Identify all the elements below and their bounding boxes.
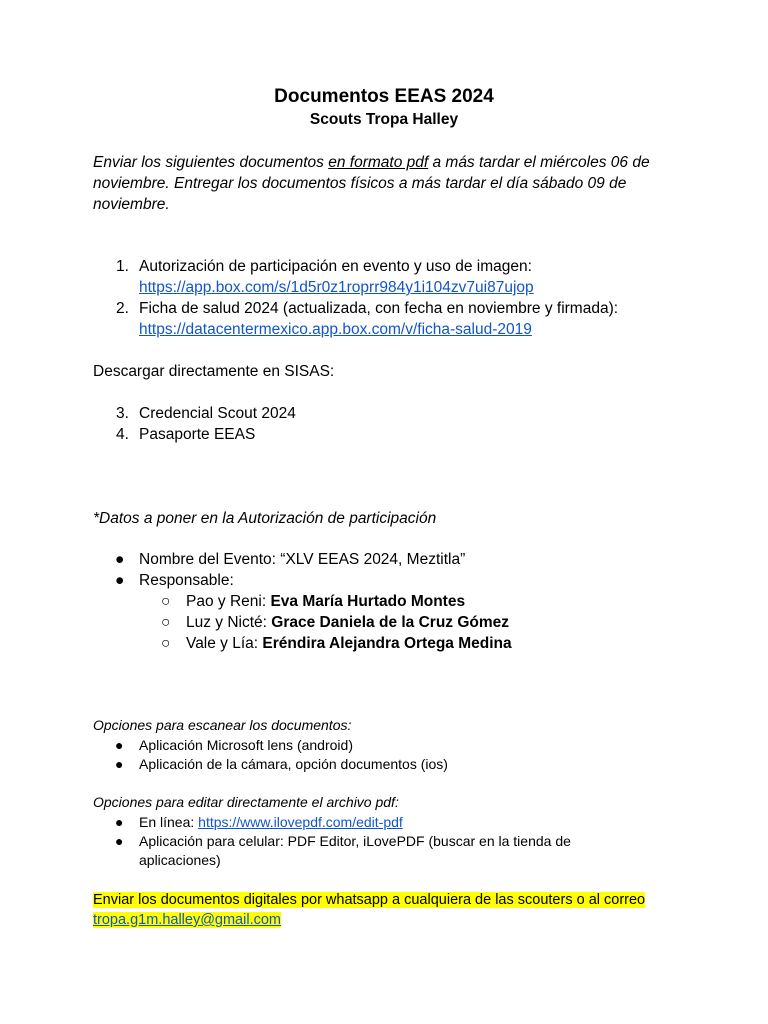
- list-item: [0, 256, 768, 298]
- responsible-name: Eréndira Alejandra Ortega Medina: [262, 635, 512, 652]
- event-label: Nombre del Evento:: [139, 551, 281, 568]
- intro-underlined: en formato pdf: [328, 154, 429, 171]
- list-item-text: Aplicación Microsoft lens (android): [139, 737, 353, 753]
- bullet-icon: ●: [115, 572, 125, 589]
- list-item-text: Ficha de salud 2024 (actualizada, con fecha en noviembre y firmada):: [139, 300, 619, 317]
- document-subtitle: Scouts Tropa Halley: [309, 111, 459, 128]
- responsible-label: Responsable:: [139, 572, 234, 589]
- scan-options-list: [0, 736, 768, 774]
- group-label: Luz y Nicté:: [186, 614, 272, 631]
- authorization-link[interactable]: https://app.box.com/s/1d5r0z1roprr984y1i104zv7ui87ujop: [139, 279, 534, 296]
- list-item-text: Aplicación para celular: PDF Editor, iLovePDF (buscar en la tienda de aplicaciones): [139, 833, 571, 868]
- bullet-icon: ●: [115, 551, 125, 568]
- list-number: 4.: [116, 426, 129, 443]
- intro-paragraph: [93, 152, 683, 215]
- list-item-text: Pasaporte EEAS: [139, 426, 256, 443]
- event-value: “XLV EEAS 2024, Meztitla”: [280, 551, 466, 568]
- sub-list-item: [0, 591, 768, 612]
- list-item-text: Aplicación de la cámara, opción documentos (ios): [139, 756, 448, 772]
- list-item: [0, 832, 639, 870]
- authorization-data-heading: *Datos a poner en la Autorización de participación: [93, 510, 437, 527]
- responsible-name: Grace Daniela de la Cruz Gómez: [271, 614, 510, 631]
- list-number: 1.: [116, 258, 129, 275]
- list-item: [0, 570, 768, 591]
- edit-options-list: [0, 813, 768, 870]
- list-item: [0, 298, 768, 340]
- list-number: 3.: [116, 405, 129, 422]
- list-item: [0, 549, 768, 570]
- intro-text-2: a más tardar el miércoles 06 de noviembre. Entregar los documentos físicos a más tardar el día sábado 09 de noviembre.: [93, 154, 650, 213]
- sisas-list: [0, 403, 768, 445]
- health-form-link[interactable]: https://datacentermexico.app.box.com/v/ficha-salud-2019: [139, 321, 532, 338]
- list-item: [0, 755, 639, 774]
- list-item: [0, 813, 639, 832]
- bullet-icon: ●: [115, 737, 124, 753]
- bullet-icon: ●: [115, 833, 124, 849]
- documents-list: [0, 256, 768, 340]
- circle-bullet-icon: ○: [161, 593, 171, 610]
- send-instructions-text: Enviar los documentos digitales por whatsapp a cualquiera de las scouters o al correo: [93, 892, 646, 908]
- sub-list-item: [0, 612, 768, 633]
- list-item: [0, 403, 768, 424]
- bullet-icon: ●: [115, 814, 124, 830]
- list-item: [0, 736, 639, 755]
- circle-bullet-icon: ○: [161, 635, 171, 652]
- list-item-text: Credencial Scout 2024: [139, 405, 296, 422]
- bullet-icon: ●: [115, 756, 124, 772]
- list-number: 2.: [116, 300, 129, 317]
- list-item: [0, 424, 768, 445]
- ilovepdf-link[interactable]: https://www.ilovepdf.com/edit-pdf: [198, 814, 403, 830]
- group-label: Vale y Lía:: [186, 635, 263, 652]
- send-instructions: [93, 890, 683, 930]
- circle-bullet-icon: ○: [161, 614, 171, 631]
- list-item-text: Autorización de participación en evento y uso de imagen:: [139, 258, 532, 275]
- group-label: Pao y Reni:: [186, 593, 271, 610]
- scan-options-heading: Opciones para escanear los documentos:: [93, 717, 352, 733]
- intro-text-1: Enviar los siguientes documentos: [93, 154, 329, 171]
- authorization-data-list: [0, 549, 768, 654]
- document-title: Documentos EEAS 2024: [274, 86, 494, 107]
- edit-options-heading: Opciones para editar directamente el archivo pdf:: [93, 794, 399, 810]
- online-label: En línea:: [139, 814, 199, 830]
- sub-list-item: [0, 633, 768, 654]
- responsible-name: Eva María Hurtado Montes: [270, 593, 466, 610]
- email-link[interactable]: tropa.g1m.halley@gmail.com: [93, 912, 281, 928]
- sisas-heading: Descargar directamente en SISAS:: [93, 363, 335, 380]
